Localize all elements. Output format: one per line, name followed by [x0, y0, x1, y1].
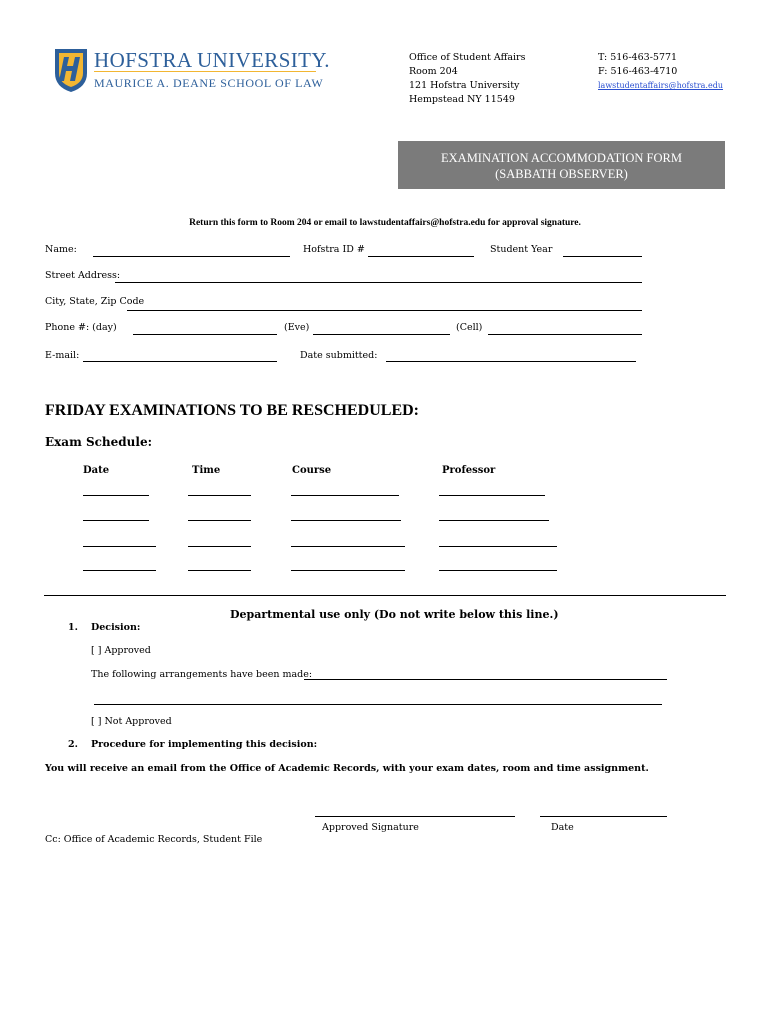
signature-date-label: Date — [551, 822, 574, 833]
approved-signature-field[interactable] — [315, 816, 515, 817]
hofstra-id-field[interactable] — [368, 256, 474, 257]
name-field[interactable] — [93, 256, 290, 257]
city-state-zip-field[interactable] — [127, 310, 642, 311]
street-address-label: Street Address: — [45, 270, 121, 281]
date-submitted-label: Date submitted: — [300, 350, 378, 361]
not-approved-checkbox[interactable]: [ ] Not Approved — [91, 716, 172, 727]
logo-rule — [94, 71, 316, 72]
hofstra-id-label: Hofstra ID # — [303, 244, 365, 255]
university-name: HOFSTRA UNIVERSITY. — [94, 48, 330, 72]
schedule-date-field[interactable] — [83, 570, 156, 571]
schedule-time-field[interactable] — [188, 520, 251, 521]
office-city: Hempstead NY 11549 — [409, 94, 515, 105]
arrangements-field-2[interactable] — [94, 704, 662, 705]
schedule-professor-field[interactable] — [439, 546, 557, 547]
schedule-professor-field[interactable] — [439, 570, 557, 571]
phone-day-label: Phone #: (day) — [45, 322, 117, 333]
office-room: Room 204 — [409, 66, 458, 77]
column-header-date: Date — [83, 465, 110, 476]
phone-eve-label: (Eve) — [284, 322, 310, 333]
column-header-professor: Professor — [442, 465, 496, 476]
department-divider — [44, 595, 726, 596]
email-label: E-mail: — [45, 350, 80, 361]
city-state-zip-label: City, State, Zip Code — [45, 296, 145, 307]
school-name: MAURICE A. DEANE SCHOOL OF LAW — [94, 76, 324, 90]
form-title-line2: (SABBATH OBSERVER) — [495, 167, 628, 181]
contact-email-link[interactable]: lawstudentaffairs@hofstra.edu — [598, 81, 723, 90]
phone-cell-field[interactable] — [488, 334, 642, 335]
student-year-field[interactable] — [563, 256, 642, 257]
column-header-time: Time — [192, 465, 221, 476]
approved-checkbox[interactable]: [ ] Approved — [91, 645, 151, 656]
schedule-date-field[interactable] — [83, 520, 149, 521]
decision-label: Decision: — [91, 622, 141, 633]
schedule-date-field[interactable] — [83, 495, 149, 496]
form-title-line1: EXAMINATION ACCOMMODATION FORM — [441, 151, 682, 165]
office-name: Office of Student Affairs — [409, 52, 526, 63]
schedule-time-field[interactable] — [188, 570, 251, 571]
decision-number: 1. — [68, 622, 78, 633]
hofstra-shield-icon — [53, 47, 89, 93]
schedule-time-field[interactable] — [188, 495, 251, 496]
phone-cell-label: (Cell) — [456, 322, 483, 333]
schedule-time-field[interactable] — [188, 546, 251, 547]
student-year-label: Student Year — [490, 244, 553, 255]
office-address — [409, 51, 525, 107]
column-header-course: Course — [292, 465, 332, 476]
section-heading: FRIDAY EXAMINATIONS TO BE RESCHEDULED: — [45, 402, 419, 419]
procedure-label: Procedure for implementing this decision: — [91, 739, 318, 750]
date-submitted-field[interactable] — [386, 361, 636, 362]
schedule-course-field[interactable] — [291, 546, 405, 547]
form-title — [398, 141, 725, 189]
return-instructions: Return this form to Room 204 or email to lawstudentaffairs@hofstra.edu for approval signature. — [189, 218, 581, 228]
exam-schedule-heading: Exam Schedule: — [45, 435, 153, 449]
contact-info — [598, 51, 723, 93]
arrangements-field[interactable] — [304, 679, 667, 680]
street-address-field[interactable] — [115, 282, 642, 283]
arrangements-label: The following arrangements have been made: — [91, 669, 313, 680]
procedure-number: 2. — [68, 739, 78, 750]
phone-number: T: 516-463-5771 — [598, 52, 678, 63]
schedule-course-field[interactable] — [291, 495, 399, 496]
schedule-course-field[interactable] — [291, 520, 401, 521]
fax-number: F: 516-463-4710 — [598, 66, 678, 77]
approved-signature-label: Approved Signature — [322, 822, 419, 833]
office-street: 121 Hofstra University — [409, 80, 520, 91]
schedule-course-field[interactable] — [291, 570, 405, 571]
schedule-date-field[interactable] — [83, 546, 156, 547]
email-field[interactable] — [83, 361, 277, 362]
email-notice: You will receive an email from the Office of Academic Records, with your exam dates, room and time assignment. — [45, 763, 649, 774]
schedule-professor-field[interactable] — [439, 520, 549, 521]
phone-day-field[interactable] — [133, 334, 277, 335]
cc-note: Cc: Office of Academic Records, Student File — [45, 834, 263, 845]
phone-eve-field[interactable] — [313, 334, 450, 335]
department-use-note: Departmental use only (Do not write below this line.) — [230, 608, 559, 621]
signature-date-field[interactable] — [540, 816, 667, 817]
name-label: Name: — [45, 244, 77, 255]
schedule-professor-field[interactable] — [439, 495, 545, 496]
